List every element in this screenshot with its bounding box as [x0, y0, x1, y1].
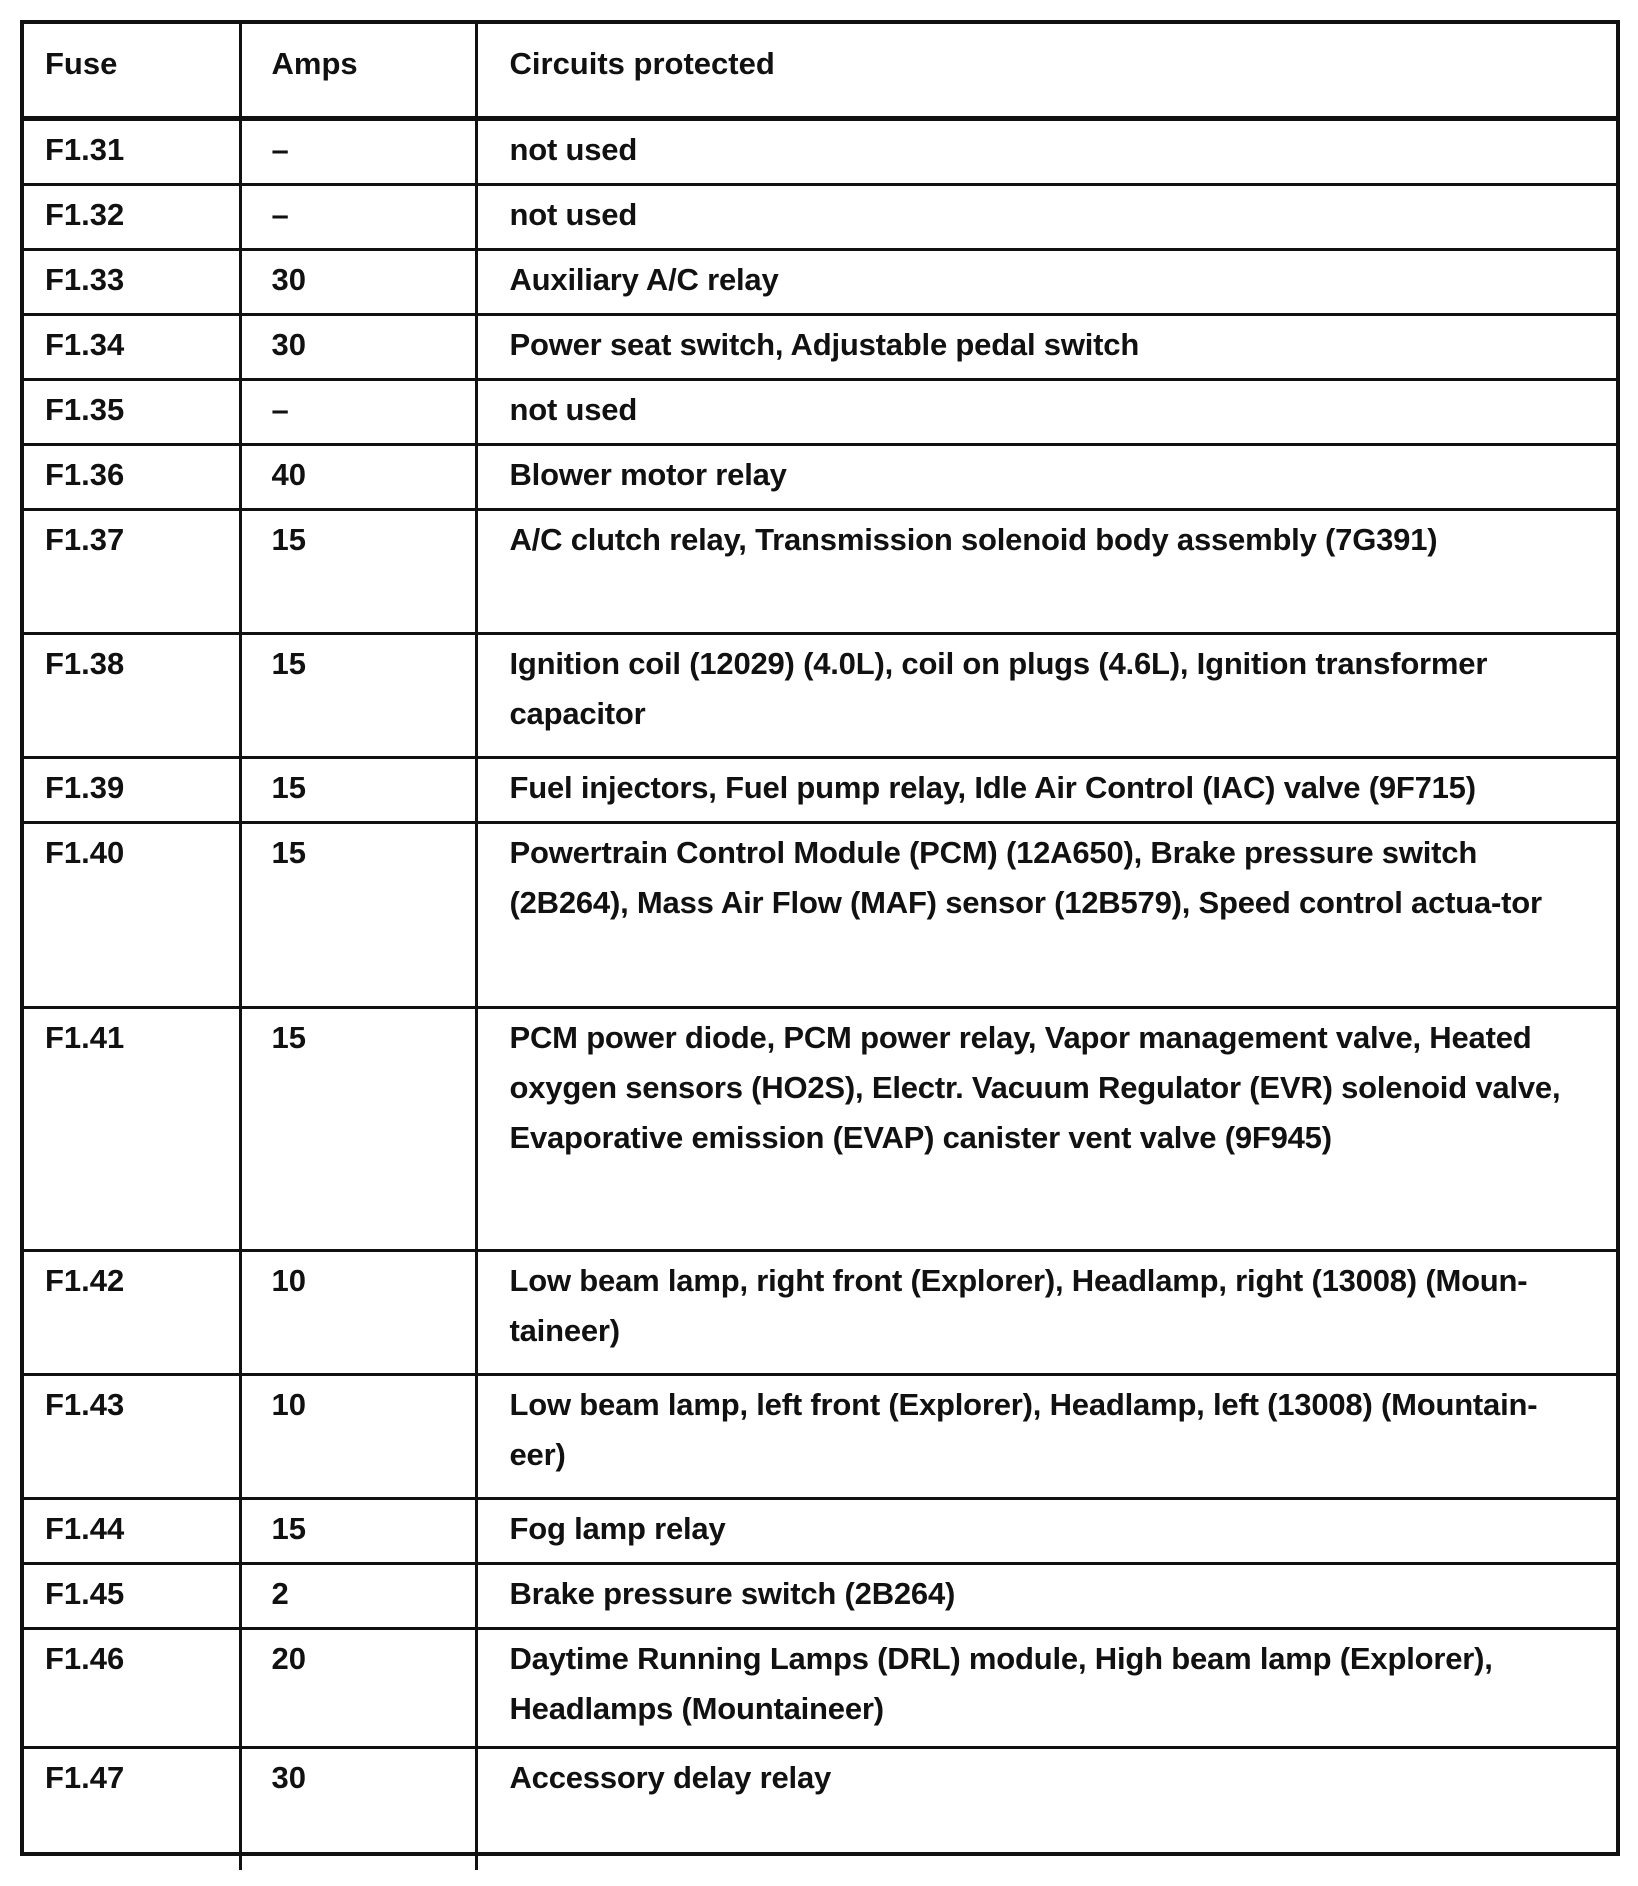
table-row: [24, 184, 1616, 249]
circuits-cell: Blower motor relay: [476, 444, 1616, 509]
table-row: [24, 444, 1616, 509]
fuse-cell: F1.39: [24, 757, 240, 822]
amps-cell: –: [240, 379, 476, 444]
table-row: [24, 1250, 1616, 1374]
table-row: [24, 822, 1616, 1007]
amps-cell: –: [240, 118, 476, 184]
fuse-cell: F1.31: [24, 118, 240, 184]
amps-cell: 30: [240, 314, 476, 379]
table-row: [24, 1563, 1616, 1628]
fuse-cell: F1.46: [24, 1628, 240, 1747]
table-row: [24, 314, 1616, 379]
circuits-cell: Brake pressure switch (2B264): [476, 1563, 1616, 1628]
fuse-cell: F1.37: [24, 509, 240, 633]
amps-cell: 15: [240, 633, 476, 757]
table-row: [24, 379, 1616, 444]
circuits-cell: Daytime Running Lamps (DRL) module, High beam lamp (Explorer), Headlamps (Mountaineer): [476, 1628, 1616, 1747]
amps-cell: 15: [240, 1498, 476, 1563]
circuits-cell: not used: [476, 118, 1616, 184]
fuse-cell: F1.47: [24, 1747, 240, 1870]
amps-cell: 30: [240, 1747, 476, 1870]
amps-cell: 15: [240, 509, 476, 633]
column-header-amps: Amps: [240, 24, 476, 118]
table-row: [24, 1747, 1616, 1870]
circuits-cell: Power seat switch, Adjustable pedal switch: [476, 314, 1616, 379]
circuits-cell: not used: [476, 379, 1616, 444]
circuits-cell: A/C clutch relay, Transmission solenoid body assembly (7G391): [476, 509, 1616, 633]
amps-cell: 20: [240, 1628, 476, 1747]
fuse-cell: F1.35: [24, 379, 240, 444]
circuits-cell: Auxiliary A/C relay: [476, 249, 1616, 314]
fuse-cell: F1.33: [24, 249, 240, 314]
fuse-cell: F1.41: [24, 1007, 240, 1250]
circuits-cell: Fog lamp relay: [476, 1498, 1616, 1563]
fuse-cell: F1.40: [24, 822, 240, 1007]
amps-cell: 10: [240, 1250, 476, 1374]
fuse-cell: F1.32: [24, 184, 240, 249]
fuse-cell: F1.44: [24, 1498, 240, 1563]
table-row: [24, 509, 1616, 633]
amps-cell: –: [240, 184, 476, 249]
header-row: [24, 24, 1616, 118]
column-header-circuits: Circuits protected: [476, 24, 1616, 118]
table-row: [24, 633, 1616, 757]
fuse-cell: F1.42: [24, 1250, 240, 1374]
table-row: [24, 757, 1616, 822]
table-row: [24, 1007, 1616, 1250]
amps-cell: 30: [240, 249, 476, 314]
amps-cell: 15: [240, 822, 476, 1007]
fuse-cell: F1.34: [24, 314, 240, 379]
table-row: [24, 118, 1616, 184]
circuits-cell: Low beam lamp, right front (Explorer), Headlamp, right (13008) (Moun-taineer): [476, 1250, 1616, 1374]
circuits-cell: not used: [476, 184, 1616, 249]
circuits-cell: Powertrain Control Module (PCM) (12A650), Brake pressure switch (2B264), Mass Air Flow (MAF) sensor (12B579), Speed control actua-tor: [476, 822, 1616, 1007]
circuits-cell: Accessory delay relay: [509, 1759, 832, 1795]
amps-cell: 40: [240, 444, 476, 509]
amps-cell: 15: [240, 1007, 476, 1250]
circuits-cell: Fuel injectors, Fuel pump relay, Idle Air Control (IAC) valve (9F715): [476, 757, 1616, 822]
circuits-cell: Low beam lamp, left front (Explorer), Headlamp, left (13008) (Mountain-eer): [476, 1374, 1616, 1498]
fuse-cell: F1.36: [24, 444, 240, 509]
fuse-table: [24, 24, 1616, 1870]
amps-cell: 15: [240, 757, 476, 822]
column-header-fuse: Fuse: [24, 24, 240, 118]
amps-cell: 10: [240, 1374, 476, 1498]
fuse-table-container: [20, 20, 1620, 1856]
fuse-cell: F1.45: [24, 1563, 240, 1628]
fuse-cell: F1.43: [24, 1374, 240, 1498]
table-row: [24, 1498, 1616, 1563]
amps-cell: 2: [240, 1563, 476, 1628]
fuse-cell: F1.38: [24, 633, 240, 757]
circuits-cell: PCM power diode, PCM power relay, Vapor management valve, Heated oxygen sensors (HO2S), Electr. Vacuum Regulator (EVR) solenoid valve, Evaporative emission (EVAP) canister vent valve (9F945): [476, 1007, 1616, 1250]
table-row: [24, 1374, 1616, 1498]
table-row: [24, 1628, 1616, 1747]
circuits-cell: Ignition coil (12029) (4.0L), coil on plugs (4.6L), Ignition transformer capacitor: [476, 633, 1616, 757]
table-row: [24, 249, 1616, 314]
